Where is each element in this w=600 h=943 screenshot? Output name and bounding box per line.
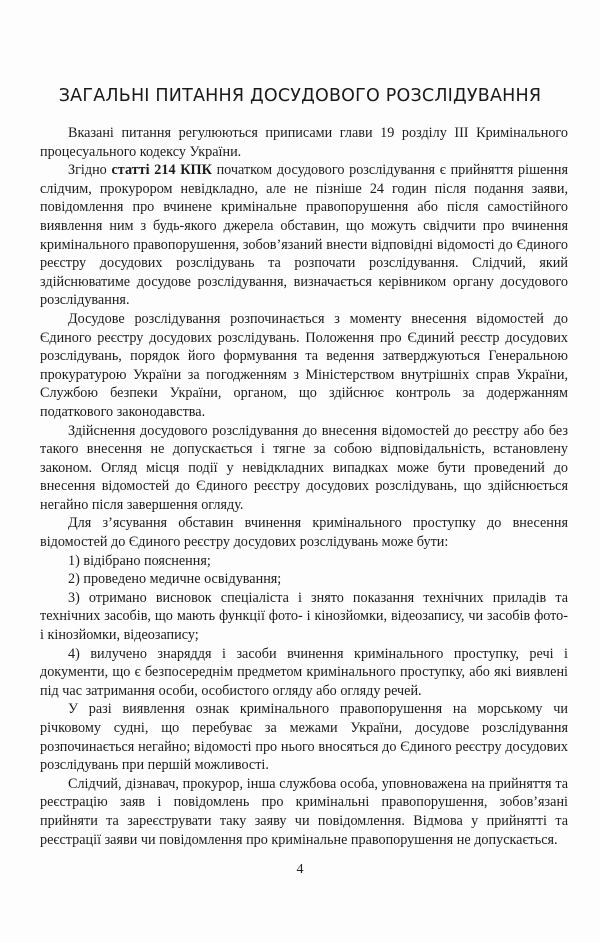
list-item-4: 4) вилучено знаряддя і засоби вчинення кримінального проступку, речі і документи, що є безпосереднім предметом кримінального проступку, або які виявлені під час затримання особи, особистого огляду або огляду речей.: [40, 645, 568, 699]
list-item-3: 3) отримано висновок спеціаліста і знято показання технічних приладів та технічних засобів, що мають функції фото- і кінозйомки, відеозапису, чи засобів фото- і кінозйомки, відеозапису;: [40, 589, 568, 644]
paragraph-2: [40, 161, 568, 310]
paragraph-2-rest: початком досудового розслідування є прийняття рішення слідчим, прокурором невідкладно, але не пізніше 24 годин після подання заяви, повідомлення про вчинене кримінальне правопорушення або після самостійного виявлення ним з будь-якого джерела обставин, що можуть свідчити про вчинення кримінального правопорушення, зобов’язаний внести відповідні відомості до Єдиного реєстру досудових розслідувань та розпочати розслідування. Слідчий, який здійснюватиме досудове розслідування, визначається керівником органу досудового розслідування.: [40, 162, 569, 309]
paragraph-5: Для з’ясування обставин вчинення кримінального проступку до внесення відомостей до Єдиного реєстру досудових розслідувань може бути:: [40, 515, 568, 551]
paragraph-2-lead: Згідно: [68, 162, 112, 179]
paragraph-4: Здійснення досудового розслідування до внесення відомостей до реєстру або без такого внесення не допускається і тягне за собою відповідальність, встановлену законом. Огляд місця події у невідкладних випадках може бути проведений до внесення відомостей до Єдиного реєстру досудових розслідувань, що здійснюється негайно після завершення огляду.: [40, 422, 568, 513]
paragraph-7: Слідчий, дізнавач, прокурор, інша службова особа, уповноважена на прийняття та реєстрацію заяв і повідомлень про кримінальні правопорушення, зобов’язані прийняти та зареєструвати таку заяву чи повідомлення. Відмова у прийнятті та реєстрації заяви чи повідомлення про кримінальне правопорушення не допускається.: [40, 775, 568, 848]
article-reference: статті 214 КПК: [111, 162, 212, 179]
page-title: ЗАГАЛЬНІ ПИТАННЯ ДОСУДОВОГО РОЗСЛІДУВАННЯ: [58, 86, 542, 106]
document-body: [40, 124, 568, 849]
list-item-1: 1) відібрано пояснення;: [68, 552, 211, 569]
list-item-2: 2) проведено медичне освідування;: [68, 571, 282, 588]
paragraph-3: Досудове розслідування розпочинається з моменту внесення відомостей до Єдиного реєстру досудових розслідувань. Положення про Єдиний реєстр досудових розслідувань, порядок його формування та ведення затверджуються Генеральною прокуратурою України за погодженням з Міністерством внутрішніх справ України, Службою безпеки України, органом, що здійснює контроль за додержанням податкового законодавства.: [40, 310, 568, 420]
paragraph-6: У разі виявлення ознак кримінального правопорушення на морському чи річковому судні, що перебуває за межами України, досудове розслідування розпочинається негайно; відомості про нього вносяться до Єдиного реєстру досудових розслідувань при першій можливості.: [40, 701, 568, 774]
paragraph-1: Вказані питання регулюються приписами глави 19 розділу III Кримінального процесуального кодексу України.: [40, 125, 568, 160]
page-number: 4: [296, 862, 304, 877]
